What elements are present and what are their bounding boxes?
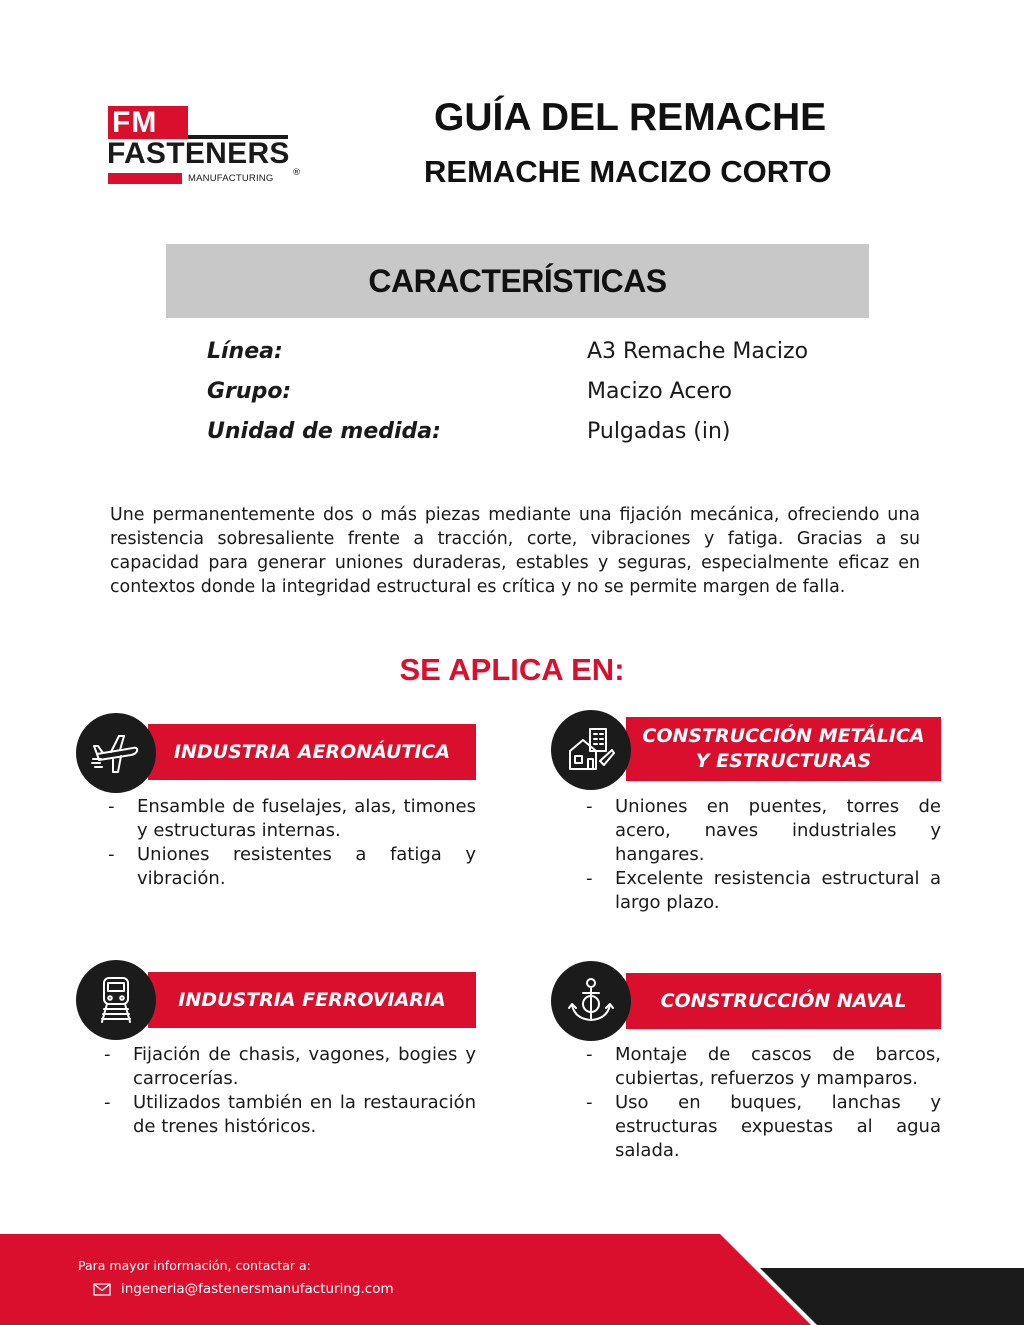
industry-title: CONSTRUCCIÓN NAVAL (660, 989, 907, 1012)
logo-fm-block: FM (108, 106, 188, 139)
characteristics-heading: CARACTERÍSTICAS (368, 262, 667, 299)
industry-title: INDUSTRIA FERROVIARIA (178, 988, 446, 1011)
industry-banner-railway (148, 972, 476, 1028)
airplane-icon (76, 713, 156, 793)
list-item: - Ensamble de fuselajes, alas, timones y estructuras internas. (108, 795, 476, 843)
logo-red-bar (108, 173, 182, 184)
industry-banner-naval (626, 973, 941, 1029)
list-item: - Uso en buques, lanchas y estructuras expuestas al agua salada. (586, 1091, 941, 1163)
characteristic-row (207, 335, 847, 371)
industry-list-railway (104, 1043, 476, 1139)
industry-title (642, 724, 924, 774)
characteristic-label: Grupo: (207, 379, 292, 404)
list-item: - Fijación de chasis, vagones, bogies y carrocerías. (104, 1043, 476, 1091)
envelope-icon (93, 1283, 111, 1296)
company-logo (108, 106, 308, 188)
characteristic-label: Unidad de medida: (207, 419, 441, 444)
footer-contact-note: Para mayor información, contactar a: (78, 1258, 311, 1273)
list-item: - Montaje de cascos de barcos, cubiertas, refuerzos y mamparos. (586, 1043, 941, 1091)
logo-brand-name: FASTENERS (107, 137, 290, 170)
logo-registered-mark: ® (292, 168, 301, 178)
list-item: - Excelente resistencia estructural a largo plazo. (586, 867, 941, 915)
industry-title: INDUSTRIA AERONÁUTICA (173, 740, 451, 763)
industry-list-aeronautics (108, 795, 476, 891)
email-link[interactable]: ingeneria@fastenersmanufacturing.com (121, 1281, 394, 1297)
product-description: Une permanentemente dos o más piezas mediante una fijación mecánica, ofreciendo una resistencia sobresaliente frente a tracción, corte, vibraciones y fatiga. Gracias a su capacidad para generar uniones duraderas, estables y seguras, especialmente eficaz en contextos donde la integridad estructural es crítica y no se permite margen de falla. (110, 505, 920, 597)
industry-title-line: Y ESTRUCTURAS (695, 750, 872, 772)
industry-list-construction (586, 795, 941, 915)
list-item: - Uniones en puentes, torres de acero, naves industriales y hangares. (586, 795, 941, 867)
characteristics-banner (166, 244, 869, 318)
industry-title-line: CONSTRUCCIÓN METÁLICA (642, 725, 925, 747)
list-item: - Uniones resistentes a fatiga y vibración. (108, 843, 476, 891)
anchor-icon (551, 961, 631, 1041)
list-item: - Utilizados también en la restauración de trenes históricos. (104, 1091, 476, 1139)
characteristic-row (207, 375, 847, 411)
characteristic-row (207, 415, 847, 451)
train-icon (76, 960, 156, 1040)
page-subtitle: REMACHE MACIZO CORTO (424, 154, 832, 189)
characteristic-value: Pulgadas (in) (587, 419, 731, 444)
footer-email[interactable] (93, 1280, 394, 1298)
industry-banner-construction (626, 717, 941, 781)
industry-list-naval (586, 1043, 941, 1163)
characteristic-value: A3 Remache Macizo (587, 339, 809, 364)
page-title: GUÍA DEL REMACHE (434, 96, 827, 139)
characteristic-value: Macizo Acero (587, 379, 732, 404)
applications-heading: SE APLICA EN: (399, 652, 625, 687)
buildings-icon (551, 710, 631, 790)
characteristic-label: Línea: (207, 339, 283, 364)
industry-banner-aeronautics (148, 724, 476, 780)
logo-subtitle: MANUFACTURING (188, 173, 274, 184)
